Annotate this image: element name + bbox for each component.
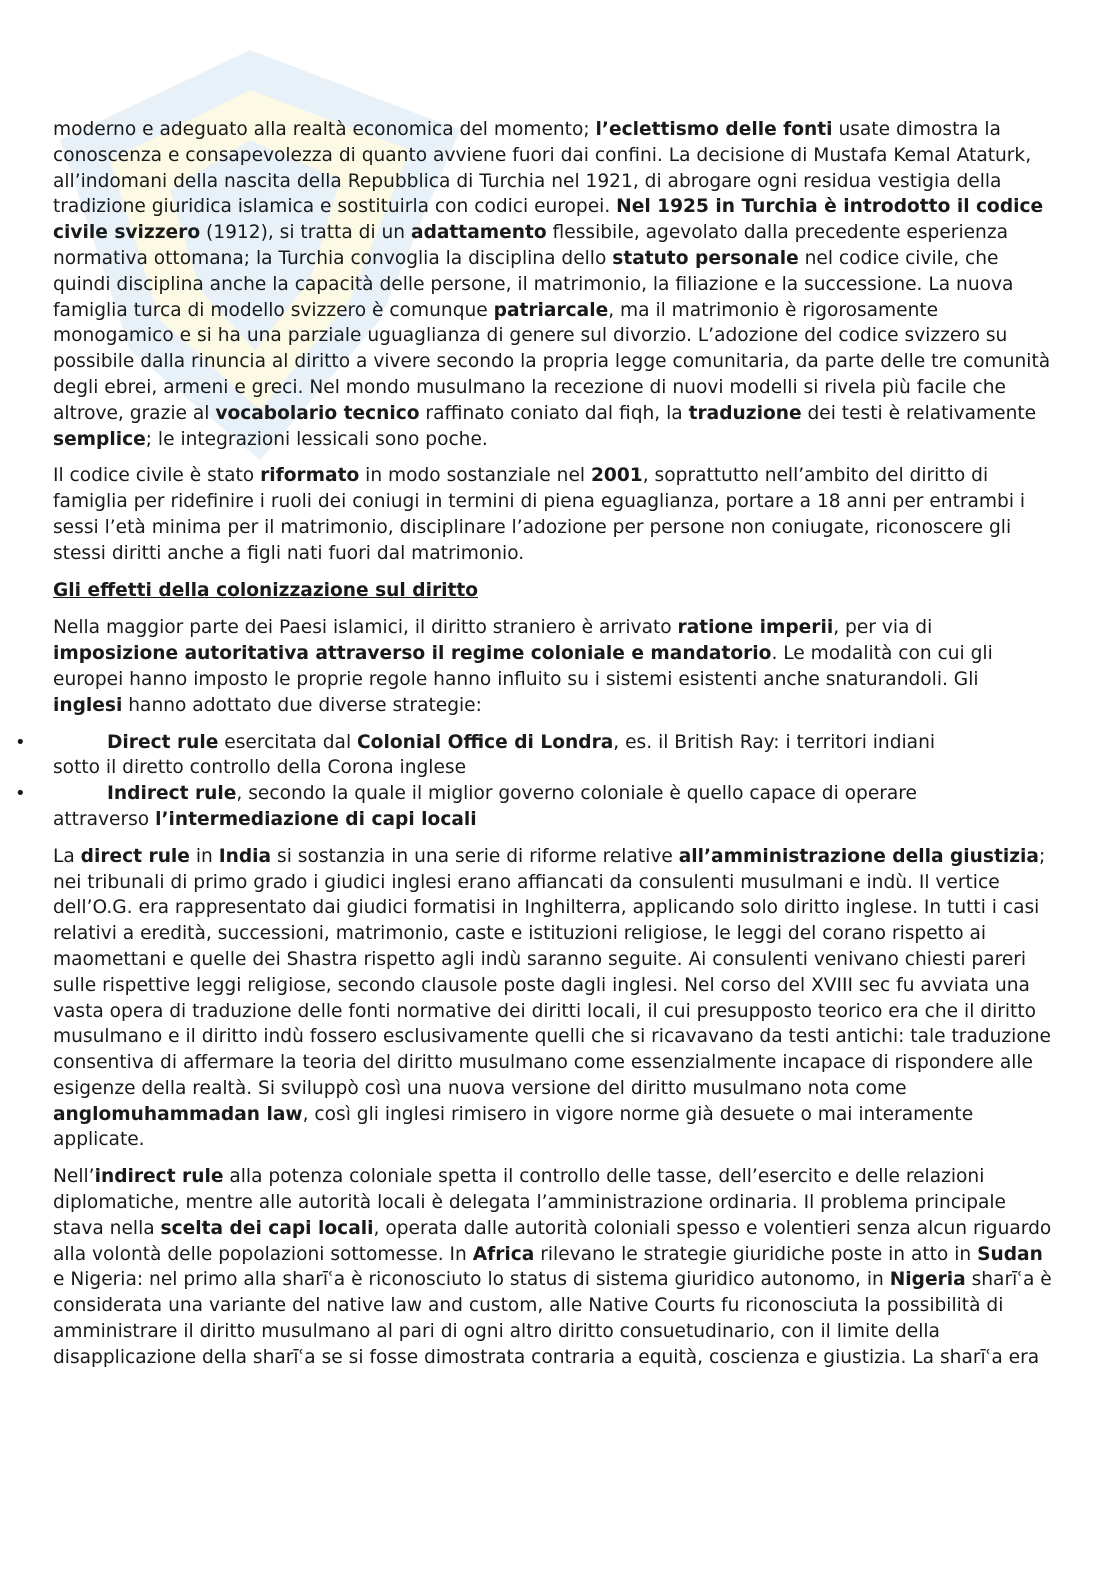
paragraph-indirect-rule: Nell’indirect rule alla potenza coloniale spetta il controllo delle tasse, dell’esercito e delle relazioni diplomatiche, mentre alle autorità locali è delegata l’amministrazione ordinaria. Il problema principale stava nella scelta dei capi locali, operata dalle autorità coloniali spesso e volentieri senza alcun riguardo alla volontà delle popolazioni sottomesse. In Africa rilevano le strategie giuridiche poste in atto in Sudan e Nigeria: nel primo alla sharīʿa è riconosciuto lo status di sistema giuridico autonomo, in Nigeria sharīʿa è considerata una variante del native law and custom, alle Native Courts fu riconosciuta la possibilità di amministrare il diritto musulmano al pari di ogni altro diritto consuetudinario, con il limite della disapplicazione della sharīʿa se si fosse dimostrata contraria a equità, coscienza e giustizia. La sharīʿa era (53, 1166, 1052, 1368)
paragraph-turkey-code: moderno e adeguato alla realtà economica del momento; l’eclettismo delle fonti usate dimostra la conoscenza e consapevolezza di quanto avviene fuori dai confini. La decisione di Mustafa Kemal Ataturk, all’indomani della nascita della Repubblica di Turchia nel 1921, di abrogare ogni residua vestigia della tradizione giuridica islamica e sostituirla con codici europei. Nel 1925 in Turchia è introdotto il codice civile svizzero (1912), si tratta di un adattamento flessibile, agevolato dalla precedente esperienza normativa ottomana; la Turchia convoglia la disciplina dello statuto personale nel codice civile, che quindi disciplina anche la capacità delle persone, il matrimonio, la filiazione e la successione. La nuova famiglia turca di modello svizzero è comunque patriarcale, ma il matrimonio è rigorosamente monogamico e si ha una parziale uguaglianza di genere sul divorzio. L’adozione del codice svizzero su possibile dalla rinuncia al diritto a vivere secondo la propria legge comunitaria, da parte delle tre comunità degli ebrei, armeni e greci. Nel mondo musulmano la recezione di nuovi modelli si rivela più facile che altrove, grazie al vocabolario tecnico raffinato coniato dal fiqh, la traduzione dei testi è relativamente semplice; le integrazioni lessicali sono poche. (53, 119, 1051, 450)
list-item-indirect-rule: • Indirect rule, secondo la quale il miglior governo coloniale è quello capace di operare attraverso l’intermediazione di capi locali (15, 783, 917, 830)
list-item-direct-rule: • Direct rule esercitata dal Colonial Office di Londra, es. il British Ray: i territori indiani sotto il diretto controllo della Corona inglese (15, 731, 936, 779)
bullet-icon: • (15, 783, 26, 805)
paragraph-colonization: Nella maggior parte dei Paesi islamici, il diritto straniero è arrivato ratione imperii, per via di imposizione autoritativa attraverso il regime coloniale e mandatorio. Le modalità con cui gli europei hanno imposto le proprie regole hanno influito su i sistemi esistenti anche snaturandoli. Gli inglesi hanno adottato due diverse strategie: (53, 617, 993, 716)
paragraph-direct-rule-india: La direct rule in India si sostanzia in una serie di riforme relative all’amministrazione della giustizia; nei tribunali di primo grado i giudici inglesi erano affiancati da consulenti musulmani e indù. Il vertice dell’O.G. era rappresentato dai giudici formatisi in Inghilterra, applicando solo diritto inglese. In tutti i casi relativi a eredità, successioni, matrimonio, caste e istituzioni religiose, le leggi del corano rispetto ai maomettani e quelle dei Shastra rispetto agli indù saranno seguite. Ai consulenti venivano chiesti pareri sulle rispettive leggi religiose, secondo clausole poste dagli inglesi. Nel corso del XVIII sec fu avviata una vasta opera di traduzione delle fonti normative dei diritti locali, il cui presupposto teorico era che il diritto musulmano e il diritto indù fossero esclusivamente quelli che si ricavavano da testi antichi: tale traduzione consentiva di affermare la teoria del diritto musulmano come essenzialmente incapace di rispondere alle esigenze della realtà. Si sviluppò così una nuova versione del diritto musulmano nota come anglomuhammadan law, così gli inglesi rimisero in vigore norme già desuete o mai interamente applicate. (53, 845, 1051, 1151)
document-page (15, 117, 1053, 1382)
strategies-list (15, 730, 1053, 833)
bullet-icon: • (15, 731, 26, 753)
section-heading: Gli effetti della colonizzazione sul diritto (53, 579, 479, 601)
paragraph-reform-2001: Il codice civile è stato riformato in modo sostanziale nel 2001, soprattutto nell’ambito del diritto di famiglia per ridefinire i ruoli dei coniugi in termini di piena eguaglianza, portare a 18 anni per entrambi i sessi l’età minima per il matrimonio, disciplinare l’adozione per persone non coniugate, riconoscere gli stessi diritti anche a figli nati fuori dal matrimonio. (53, 465, 1026, 564)
